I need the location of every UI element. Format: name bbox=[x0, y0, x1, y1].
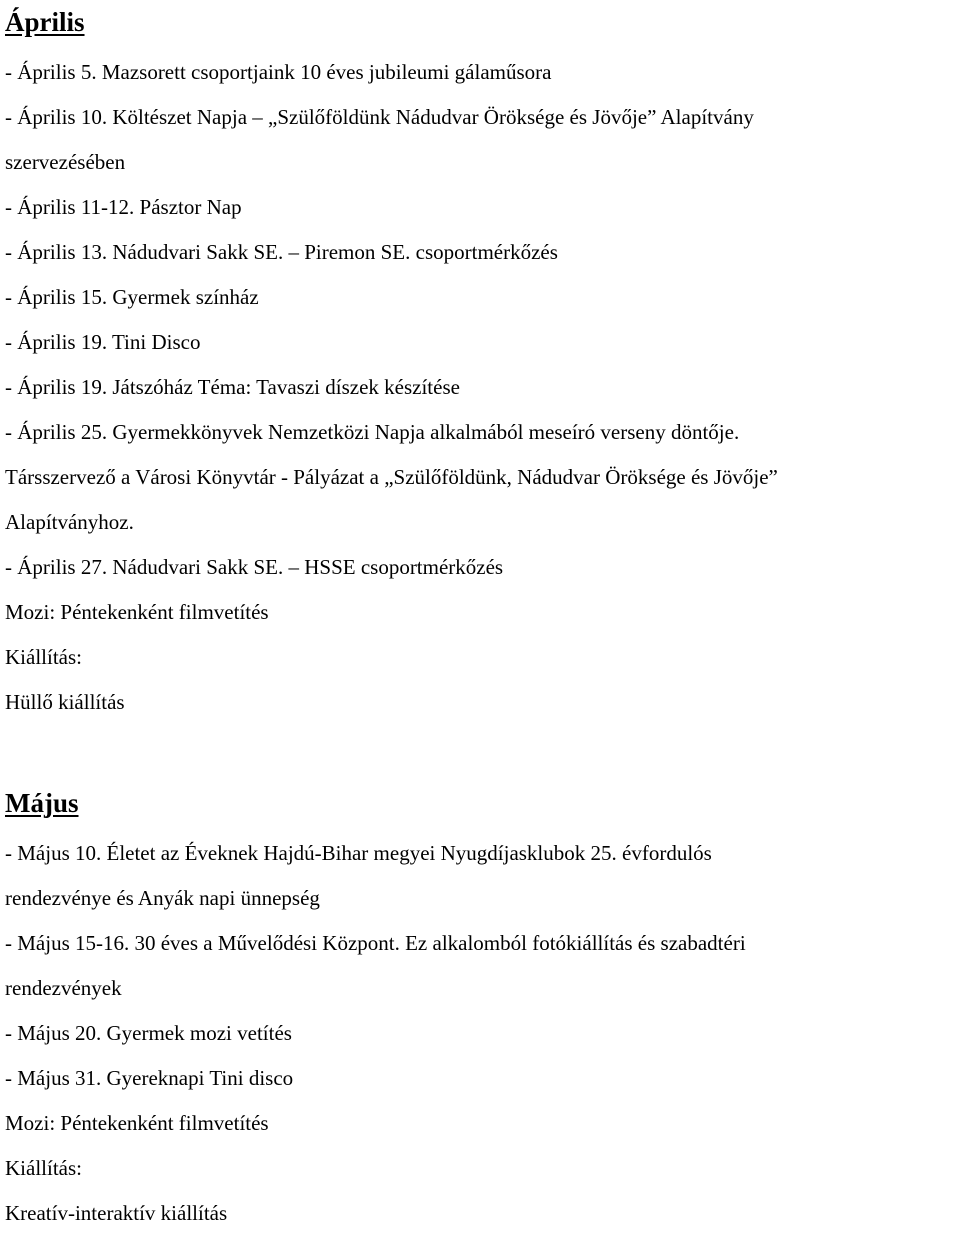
april-line: - Április 27. Nádudvari Sakk SE. – HSSE csoportmérkőzés bbox=[5, 555, 504, 579]
april-line: Alapítványhoz. bbox=[5, 510, 134, 534]
april-line: Társszervező a Városi Könyvtár - Pályázat a „Szülőföldünk, Nádudvar Öröksége és Jövője” bbox=[5, 465, 778, 489]
april-line: szervezésében bbox=[5, 150, 126, 174]
april-line: - Április 15. Gyermek színház bbox=[5, 285, 259, 309]
may-heading: Május bbox=[5, 788, 79, 818]
april-line: - Április 5. Mazsorett csoportjaink 10 éves jubileumi gálaműsora bbox=[5, 60, 552, 84]
may-line: - Május 15-16. 30 éves a Művelődési Központ. Ez alkalomból fotókiállítás és szabadtéri bbox=[5, 931, 746, 955]
april-exhibition-title: Hüllő kiállítás bbox=[5, 690, 125, 714]
may-exhibition-label: Kiállítás: bbox=[5, 1156, 82, 1180]
april-line: - Április 11-12. Pásztor Nap bbox=[5, 195, 242, 219]
april-cinema-line: Mozi: Péntekenként filmvetítés bbox=[5, 600, 269, 624]
may-line: rendezvénye és Anyák napi ünnepség bbox=[5, 886, 320, 910]
document-page bbox=[5, 0, 957, 1236]
may-exhibition-title: Kreatív-interaktív kiállítás bbox=[5, 1201, 228, 1225]
april-exhibition-label: Kiállítás: bbox=[5, 645, 82, 669]
april-line: - Április 10. Költészet Napja – „Szülőföldünk Nádudvar Öröksége és Jövője” Alapítvány bbox=[5, 105, 754, 129]
april-program-list bbox=[5, 50, 957, 725]
april-line: - Április 13. Nádudvari Sakk SE. – Piremon SE. csoportmérkőzés bbox=[5, 240, 558, 264]
may-program-list bbox=[5, 831, 957, 1236]
may-cinema-line: Mozi: Péntekenként filmvetítés bbox=[5, 1111, 269, 1135]
may-line: - Május 20. Gyermek mozi vetítés bbox=[5, 1021, 292, 1045]
april-line: - Április 25. Gyermekkönyvek Nemzetközi Napja alkalmából meseíró verseny döntője. bbox=[5, 420, 740, 444]
may-line: rendezvények bbox=[5, 976, 122, 1000]
may-line: - Május 10. Életet az Éveknek Hajdú-Bihar megyei Nyugdíjasklubok 25. évfordulós bbox=[5, 841, 712, 865]
april-line: - Április 19. Tini Disco bbox=[5, 330, 201, 354]
may-line: - Május 31. Gyereknapi Tini disco bbox=[5, 1066, 294, 1090]
april-line: - Április 19. Játszóház Téma: Tavaszi díszek készítése bbox=[5, 375, 460, 399]
april-heading: Április bbox=[5, 7, 85, 37]
